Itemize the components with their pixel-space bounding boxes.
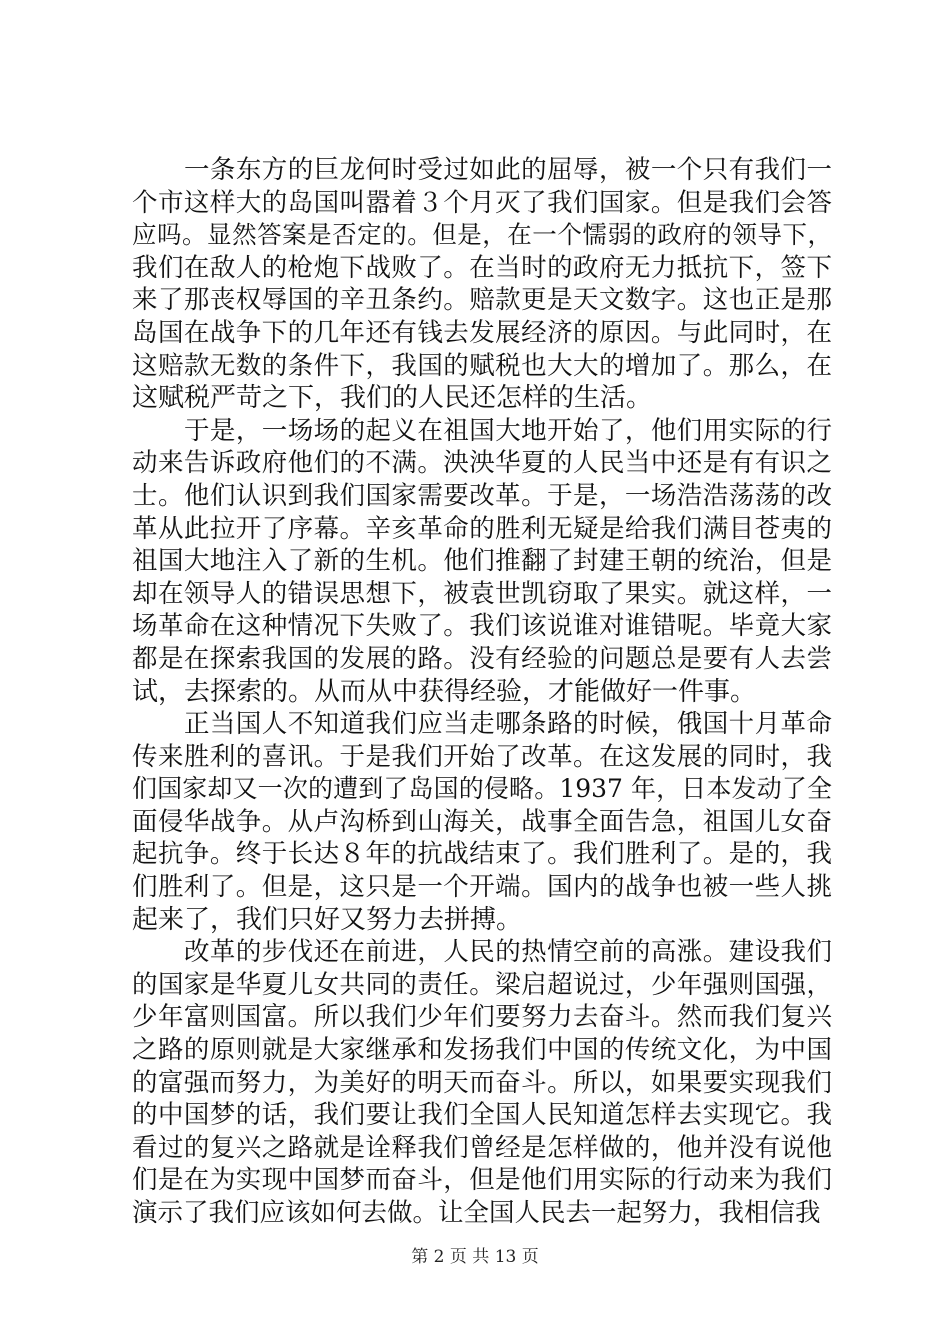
text-line: 正当国人不知道我们应当走哪条路的时候，俄国十月革命 xyxy=(184,709,832,740)
text-line: 们胜利了。但是，这只是一个开端。国内的战争也被一些人挑 xyxy=(132,872,832,903)
text-line: 一条东方的巨龙何时受过如此的屈辱，被一个只有我们一 xyxy=(184,155,832,185)
text-line: 都是在探索我国的发展的路。没有经验的问题总是要有人去尝 xyxy=(132,643,832,674)
text-line: 们是在为实现中国梦而奋斗，但是他们用实际的行动来为我们 xyxy=(132,1165,832,1196)
text-line: 演示了我们应该如何去做。让全国人民去一起努力，我相信我 xyxy=(132,1198,821,1228)
text-line: 这赔款无数的条件下，我国的赋税也大大的增加了。那么，在 xyxy=(132,350,832,381)
paragraph xyxy=(132,415,832,708)
text-line: 我们在敌人的枪炮下战败了。在当时的政府无力抵抗下，签下 xyxy=(132,252,832,283)
text-line: 改革的步伐还在前进，人民的热情空前的高涨。建设我们 xyxy=(184,937,832,968)
text-line: 试，去探索的。从而从中获得经验，才能做好一件事。 xyxy=(132,676,757,707)
text-line: 士。他们认识到我们国家需要改革。于是，一场浩浩荡荡的改 xyxy=(132,480,832,511)
text-line: 之路的原则就是大家继承和发扬我们中国的传统文化，为中国 xyxy=(132,1035,832,1066)
text-line: 的富强而努力，为美好的明天而奋斗。所以，如果要实现我们 xyxy=(132,1067,832,1098)
text-line: 起抗争。终于长达８年的抗战结束了。我们胜利了。是的，我 xyxy=(132,839,832,870)
text-line: 面侵华战争。从卢沟桥到山海关，战事全面告急，祖国儿女奋 xyxy=(132,806,832,837)
text-line: 看过的复兴之路就是诠释我们曾经是怎样做的，他并没有说他 xyxy=(132,1132,832,1163)
text-line: 的国家是华夏儿女共同的责任。梁启超说过，少年强则国强， xyxy=(132,969,832,1000)
text-line: 却在领导人的错误思想下，被袁世凯窃取了果实。就这样，一 xyxy=(132,578,832,609)
text-line: 来了那丧权辱国的辛丑条约。赔款更是天文数字。这也正是那 xyxy=(132,285,832,316)
text-line: 革从此拉开了序幕。辛亥革命的胜利无疑是给我们满目苍夷的 xyxy=(132,513,832,544)
paragraph xyxy=(132,708,832,936)
text-line: 这赋税严苛之下，我们的人民还怎样的生活。 xyxy=(132,383,653,414)
text-line: 岛国在战争下的几年还有钱去发展经济的原因。与此同时，在 xyxy=(132,317,832,348)
text-line: 祖国大地注入了新的生机。他们推翻了封建王朝的统治，但是 xyxy=(132,546,832,577)
text-line: 少年富则国富。所以我们少年们要努力去奋斗。然而我们复兴 xyxy=(132,1002,832,1033)
page-footer: 第 2 页 共 13 页 xyxy=(411,1247,539,1267)
text-line: 起来了，我们只好又努力去拼搏。 xyxy=(132,904,523,935)
text-line: 应吗。显然答案是否定的。但是，在一个懦弱的政府的领导下， xyxy=(132,220,832,250)
paragraph xyxy=(132,936,832,1229)
document-body xyxy=(132,154,832,1230)
text-line: 于是，一场场的起义在祖国大地开始了，他们用实际的行 xyxy=(184,415,832,446)
text-line: 的中国梦的话，我们要让我们全国人民知道怎样去实现它。我 xyxy=(132,1100,832,1131)
text-line: 个市这样大的岛国叫嚣着３个月灭了我们国家。但是我们会答 xyxy=(132,187,832,218)
text-line: 传来胜利的喜讯。于是我们开始了改革。在这发展的同时，我 xyxy=(132,741,832,772)
text-line: 们国家却又一次的遭到了岛国的侵略。1937 年，日本发动了全 xyxy=(132,774,832,804)
text-line: 场革命在这种情况下失败了。我们该说谁对谁错呢。毕竟大家 xyxy=(132,611,832,642)
paragraph xyxy=(132,154,832,415)
text-line: 动来告诉政府他们的不满。泱泱华夏的人民当中还是有有识之 xyxy=(132,448,832,479)
